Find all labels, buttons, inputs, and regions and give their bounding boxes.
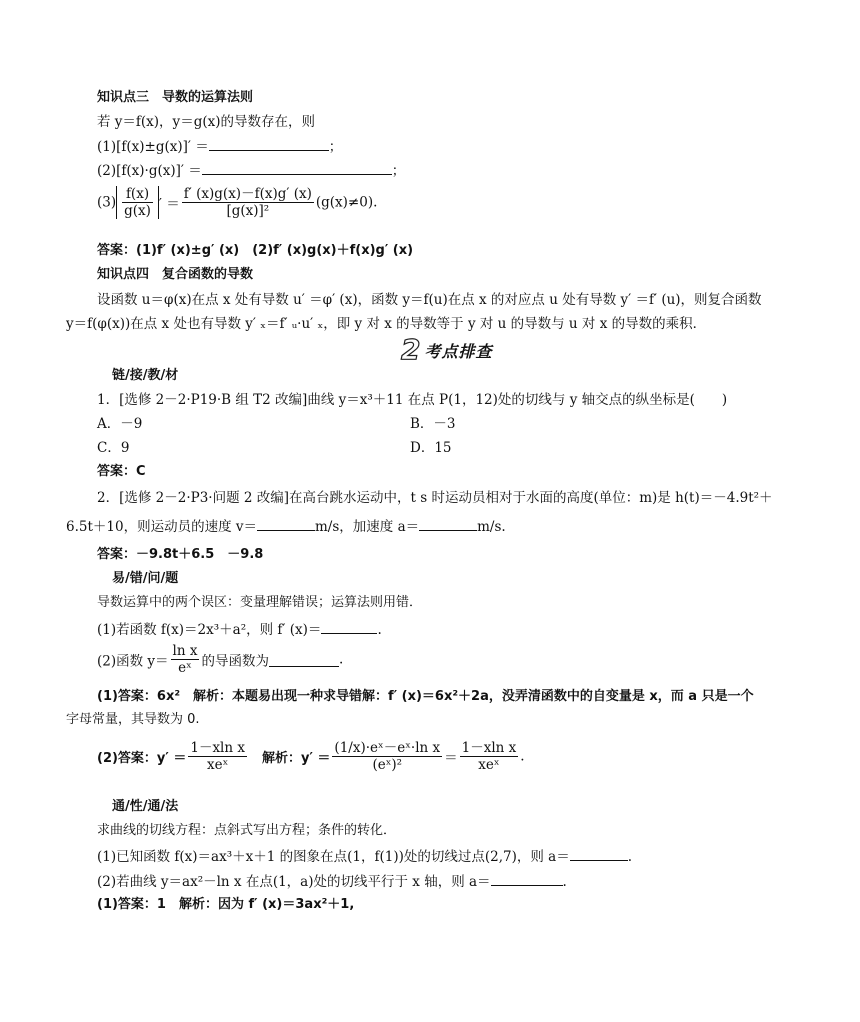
answer-blank: [419, 516, 477, 531]
fraction-denominator: [g(x)]²: [226, 203, 270, 219]
answer-blank: [321, 619, 377, 634]
k4-para-line1: 设函数 u＝φ(x)在点 x 处有导数 u′ ＝φ′ (x)，函数 y＝f(u)在点 x 的对应点 u 处有导数 y′ ＝f′ (u)，则复合函数: [97, 292, 762, 308]
q2-text-1: 6.5t＋10，则运动员的速度 v＝: [66, 519, 257, 535]
err-answer2-result-fraction: [460, 740, 519, 773]
k3-rule3-condition: (g(x)≠0).: [315, 194, 378, 211]
fraction-numerator: ln x: [172, 643, 198, 659]
section-banner: [401, 333, 493, 366]
err-answer1-line2: 字母常量，其导数为 0.: [66, 712, 200, 727]
err-q1: [97, 619, 792, 640]
err-q1-end: .: [377, 622, 382, 638]
fraction-denominator: xeˣ: [478, 757, 500, 773]
k3-rule2-label: (2)[f(x)·g(x)]′ ＝: [97, 163, 202, 179]
err-heading: 易/错/问/题: [112, 571, 179, 586]
answer-blank: [491, 871, 563, 886]
err-answer2-big-fraction: [332, 740, 442, 773]
gen-q1-end: .: [627, 849, 633, 865]
k3-rule3-result: [182, 186, 314, 219]
section-number: 2: [401, 333, 421, 366]
err-q2-end: .: [338, 651, 344, 668]
answer-blank: [202, 160, 392, 175]
option-c: C．9: [97, 440, 130, 456]
k3-rule3: [97, 186, 792, 219]
fraction-denominator: eˣ: [178, 660, 192, 676]
gen-q2-text: (2)若曲线 y＝ax²－ln x 在点(1，a)处的切线平行于 x 轴，则 a＝: [97, 874, 491, 890]
answer-blank: [257, 516, 315, 531]
err-q2-pre: (2)函数 y＝: [97, 653, 169, 670]
k3-rule3-prime: ′ ＝: [158, 196, 180, 213]
k3-rule1-end: ；: [328, 139, 343, 155]
k3-intro: 若 y＝f(x)，y＝g(x)的导数存在，则: [97, 114, 315, 130]
fraction-numerator: 1－xln x: [461, 740, 517, 756]
err-answer1-line1: [97, 686, 792, 707]
err-answer1-text: (1)答案：6x² 解析：本题易出现一种求导错解：f′ (x)＝6x²＋2a，没弄清函数中的自变量是 x，而 a 只是一个: [97, 689, 754, 704]
answer-blank: [209, 136, 329, 151]
option-d: D．15: [410, 440, 452, 456]
option-a: A．－9: [97, 416, 143, 432]
fraction-denominator: xeˣ: [207, 757, 229, 773]
link-answer2: 答案：－9.8t＋6.5 －9.8: [97, 547, 264, 562]
k3-rule2: [97, 160, 792, 181]
fraction-numerator: f′ (x)g(x)－f(x)g′ (x): [183, 186, 312, 202]
err-q1-text: (1)若函数 f(x)＝2x³＋a²，则 f′ (x)＝: [97, 622, 322, 638]
err-answer2: [97, 740, 792, 773]
fraction-numerator: f(x): [122, 186, 153, 203]
link-q1: 1．[选修 2－2·P19·B 组 T2 改编]曲线 y＝x³＋11 在点 P(1，12)处的切线与 y 轴交点的纵坐标是( ): [97, 392, 728, 408]
gen-q1-text: (1)已知函数 f(x)＝ax³＋x＋1 的图象在点(1，f(1))处的切线过点(2,7)，则 a＝: [97, 849, 570, 865]
gen-q2-end: .: [562, 874, 567, 890]
k3-rule1-label: (1)[f(x)±g(x)]′ ＝: [97, 139, 209, 155]
k3-rule1: [97, 136, 792, 157]
gen-heading: 通/性/通/法: [112, 799, 179, 814]
link-heading: 链/接/教/材: [112, 368, 179, 383]
answer-blank: [570, 846, 628, 861]
k3-rule3-label: (3): [97, 194, 117, 211]
k3-rule2-end: ；: [391, 163, 406, 179]
gen-q1: [97, 846, 792, 867]
err-answer2-mid: 解析：y′ ＝: [248, 751, 331, 766]
link-answer1: 答案：C: [97, 464, 146, 479]
q2-text-3: m/s.: [477, 519, 506, 535]
section-title: 考点排查: [424, 341, 493, 361]
k3-rule3-bracket: [116, 186, 159, 219]
k3-answer: 答案：(1)f′ (x)±g′ (x) (2)f′ (x)g(x)＋f(x)g′ (x): [97, 243, 414, 258]
fraction-denominator: (eˣ)²: [372, 757, 403, 773]
option-b: B．－3: [410, 416, 456, 432]
k4-title: 知识点四 复合函数的导数: [97, 267, 254, 282]
fraction-denominator: g(x): [124, 203, 151, 219]
link-q2-line1: 2．[选修 2－2·P3·问题 2 改编]在高台跳水运动中，t s 时运动员相对于水面的高度(单位：m)是 h(t)＝－4.9t²＋: [97, 490, 773, 506]
err-q2-fraction: [171, 643, 200, 676]
gen-answer1: (1)答案：1 解析：因为 f′ (x)＝3ax²＋1,: [97, 897, 355, 912]
err-q2-post: 的导函数为: [201, 653, 269, 670]
link-q2-line2: [66, 516, 792, 537]
gen-intro: 求曲线的切线方程：点斜式写出方程；条件的转化．: [97, 823, 397, 838]
err-q2: [97, 643, 792, 676]
fraction-numerator: 1－xln x: [190, 740, 245, 756]
k4-para-line2: y＝f(φ(x))在点 x 处也有导数 y′ ₓ＝f′ ᵤ·u′ ₓ，即 y 对 x 的导数等于 y 对 u 的导数与 u 对 x 的导数的乘积．: [66, 316, 707, 332]
k3-rule3-fraction: [122, 186, 153, 219]
equals-sign: ＝: [444, 750, 458, 767]
err-intro: 导数运算中的两个误区：变量理解错误；运算法则用错．: [97, 595, 423, 610]
answer-blank: [269, 652, 339, 667]
q2-text-2: m/s，加速度 a＝: [315, 519, 420, 535]
gen-q2: [97, 871, 792, 892]
err-answer2-pre: (2)答案：y′ ＝: [97, 751, 187, 766]
err-answer2-end: .: [520, 748, 525, 765]
k3-title: 知识点三 导数的运算法则: [97, 90, 254, 105]
err-answer2-fraction: [188, 740, 247, 773]
fraction-numerator: (1/x)·eˣ－eˣ·ln x: [334, 740, 441, 756]
